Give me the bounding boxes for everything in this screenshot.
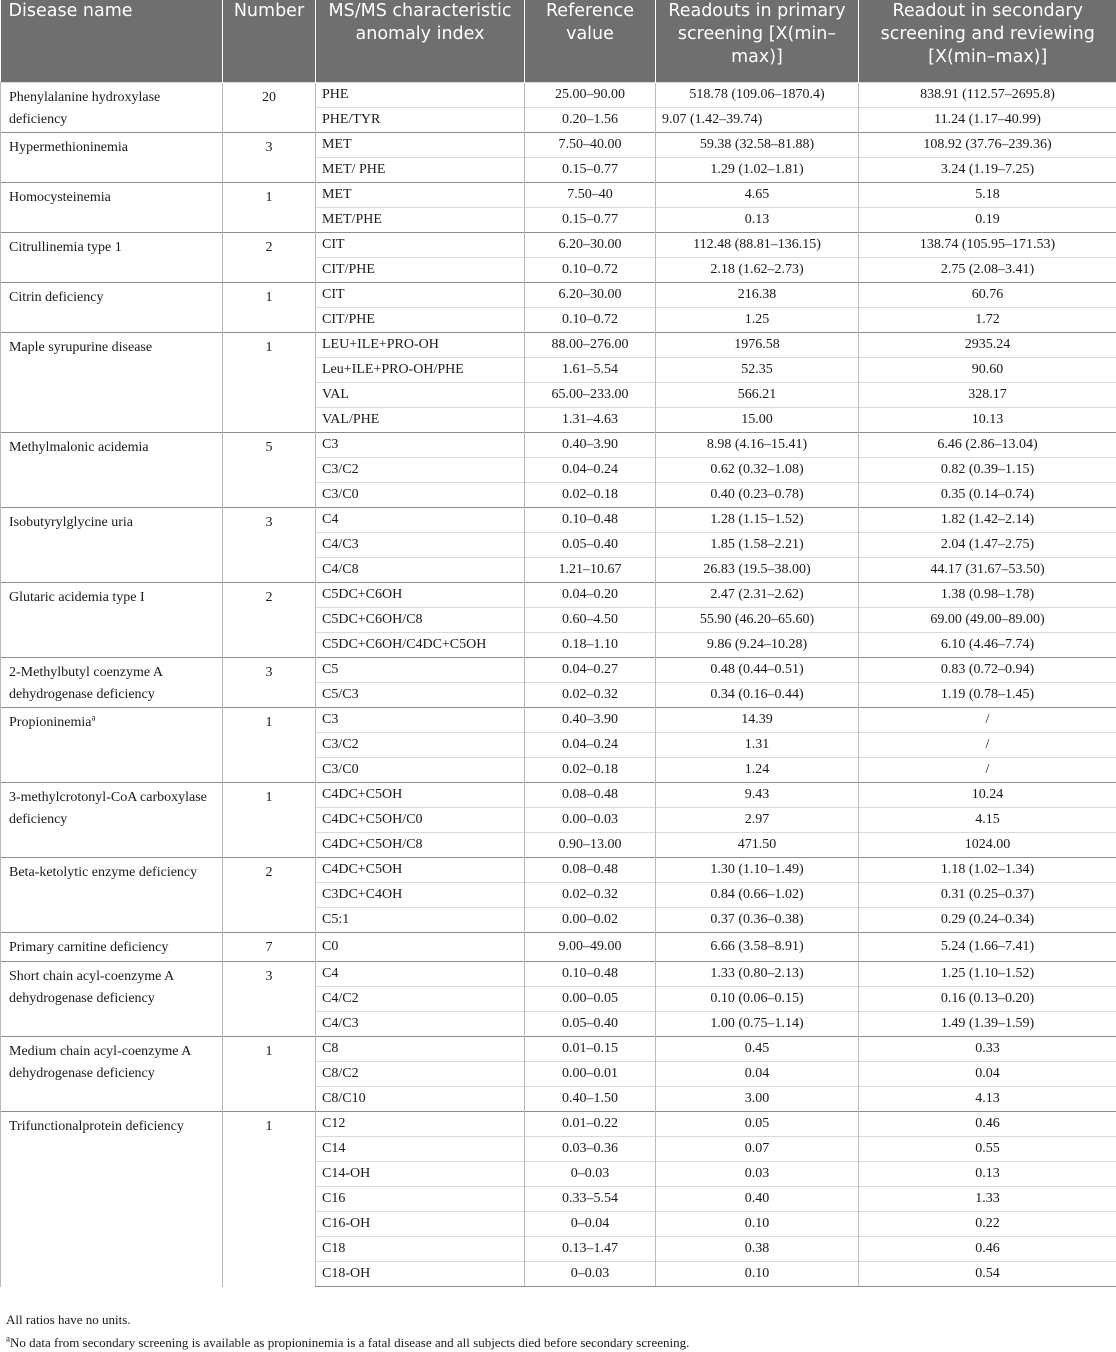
reference-value: 0.33–5.54 xyxy=(525,1187,656,1212)
anomaly-index: C8 xyxy=(316,1037,525,1062)
primary-readout: 8.98 (4.16–15.41) xyxy=(656,433,859,458)
header-secondary-screening: Readout in secondary screening and reviewing [X(min–max)] xyxy=(859,0,1116,83)
disease-name: Hypermethioninemia xyxy=(9,140,128,155)
secondary-readout: 44.17 (31.67–53.50) xyxy=(859,558,1116,583)
reference-value: 0.10–0.72 xyxy=(525,308,656,333)
primary-readout: 55.90 (46.20–65.60) xyxy=(656,608,859,633)
reference-value: 0–0.04 xyxy=(525,1212,656,1237)
disease-name: Beta-ketolytic enzyme deficiency xyxy=(9,865,197,880)
secondary-readout: 1.18 (1.02–1.34) xyxy=(859,858,1116,883)
anomaly-index: C5/C3 xyxy=(316,683,525,708)
reference-value: 0.10–0.48 xyxy=(525,962,656,987)
footnote-propioninemia xyxy=(6,1334,1116,1352)
secondary-readout: 0.22 xyxy=(859,1212,1116,1237)
disease-name-cell xyxy=(1,783,223,858)
reference-value: 88.00–276.00 xyxy=(525,333,656,358)
secondary-readout: 108.92 (37.76–239.36) xyxy=(859,133,1116,158)
anomaly-index: C8/C10 xyxy=(316,1087,525,1112)
anomaly-index: C8/C2 xyxy=(316,1062,525,1087)
reference-value: 65.00–233.00 xyxy=(525,383,656,408)
reference-value: 0.00–0.03 xyxy=(525,808,656,833)
disease-name-cell xyxy=(1,583,223,658)
primary-readout: 0.10 xyxy=(656,1212,859,1237)
secondary-readout: 0.04 xyxy=(859,1062,1116,1087)
primary-readout: 0.62 (0.32–1.08) xyxy=(656,458,859,483)
anomaly-index: C5:1 xyxy=(316,908,525,933)
footnote-text: No data from secondary screening is available as propioninemia is a fatal disease and all subjects died before secondary screening. xyxy=(10,1335,689,1350)
disease-name: Homocysteinemia xyxy=(9,190,111,205)
anomaly-index: C4 xyxy=(316,962,525,987)
disease-name-cell xyxy=(1,133,223,183)
case-number: 2 xyxy=(223,583,316,658)
primary-readout: 9.86 (9.24–10.28) xyxy=(656,633,859,658)
secondary-readout: 60.76 xyxy=(859,283,1116,308)
anomaly-index: C3/C0 xyxy=(316,758,525,783)
reference-value: 0.02–0.32 xyxy=(525,683,656,708)
anomaly-index: C5DC+C6OH xyxy=(316,583,525,608)
primary-readout: 9.43 xyxy=(656,783,859,808)
header-row xyxy=(1,0,1116,83)
reference-value: 0.00–0.02 xyxy=(525,908,656,933)
case-number: 7 xyxy=(223,933,316,962)
table-row xyxy=(1,1112,1116,1137)
primary-readout: 2.47 (2.31–2.62) xyxy=(656,583,859,608)
disease-name: 2-Methylbutyl coenzyme A dehydrogenase deficiency xyxy=(9,665,162,702)
secondary-readout: 0.31 (0.25–0.37) xyxy=(859,883,1116,908)
anomaly-index: C5DC+C6OH/C8 xyxy=(316,608,525,633)
anomaly-index: C4DC+C5OH/C8 xyxy=(316,833,525,858)
reference-value: 0.00–0.01 xyxy=(525,1062,656,1087)
anomaly-index: C4DC+C5OH/C0 xyxy=(316,808,525,833)
reference-value: 6.20–30.00 xyxy=(525,283,656,308)
reference-value: 0.01–0.22 xyxy=(525,1112,656,1137)
case-number: 5 xyxy=(223,433,316,508)
primary-readout: 1.30 (1.10–1.49) xyxy=(656,858,859,883)
secondary-readout: 1.49 (1.39–1.59) xyxy=(859,1012,1116,1037)
anomaly-index: C14-OH xyxy=(316,1162,525,1187)
primary-readout: 0.13 xyxy=(656,208,859,233)
reference-value: 0.08–0.48 xyxy=(525,858,656,883)
reference-value: 0.02–0.18 xyxy=(525,483,656,508)
case-number: 3 xyxy=(223,658,316,708)
anomaly-index: C4 xyxy=(316,508,525,533)
primary-readout: 566.21 xyxy=(656,383,859,408)
reference-value: 0.10–0.72 xyxy=(525,258,656,283)
anomaly-index: MET/ PHE xyxy=(316,158,525,183)
anomaly-index: C18 xyxy=(316,1237,525,1262)
anomaly-index: C3 xyxy=(316,433,525,458)
primary-readout: 1.31 xyxy=(656,733,859,758)
reference-value: 0.60–4.50 xyxy=(525,608,656,633)
secondary-readout: 0.54 xyxy=(859,1262,1116,1287)
primary-readout: 1.29 (1.02–1.81) xyxy=(656,158,859,183)
table-body xyxy=(1,83,1116,1287)
case-number: 3 xyxy=(223,962,316,1037)
table-row xyxy=(1,708,1116,733)
primary-readout: 6.66 (3.58–8.91) xyxy=(656,933,859,962)
secondary-readout: 90.60 xyxy=(859,358,1116,383)
primary-readout: 0.34 (0.16–0.44) xyxy=(656,683,859,708)
disease-name: Glutaric acidemia type I xyxy=(9,590,145,605)
reference-value: 0.00–0.05 xyxy=(525,987,656,1012)
primary-readout: 0.45 xyxy=(656,1037,859,1062)
table-row xyxy=(1,133,1116,158)
secondary-readout: 1.38 (0.98–1.78) xyxy=(859,583,1116,608)
primary-readout: 0.05 xyxy=(656,1112,859,1137)
table-row xyxy=(1,933,1116,962)
anomaly-index: C12 xyxy=(316,1112,525,1137)
primary-readout: 216.38 xyxy=(656,283,859,308)
footnote-units: All ratios have no units. xyxy=(6,1311,1116,1329)
disease-name: Trifunctionalprotein deficiency xyxy=(9,1119,184,1134)
primary-readout: 3.00 xyxy=(656,1087,859,1112)
reference-value: 0.40–3.90 xyxy=(525,433,656,458)
anomaly-index: CIT xyxy=(316,283,525,308)
case-number: 3 xyxy=(223,508,316,583)
reference-value: 0.15–0.77 xyxy=(525,158,656,183)
disease-name-cell xyxy=(1,933,223,962)
reference-value: 0.40–1.50 xyxy=(525,1087,656,1112)
header-reference-value: Reference value xyxy=(525,0,656,83)
primary-readout: 59.38 (32.58–81.88) xyxy=(656,133,859,158)
secondary-readout: 0.29 (0.24–0.34) xyxy=(859,908,1116,933)
anomaly-index: C4DC+C5OH xyxy=(316,858,525,883)
secondary-readout: 10.13 xyxy=(859,408,1116,433)
header-primary-screening: Readouts in primary screening [X(min–max)] xyxy=(656,0,859,83)
primary-readout: 0.04 xyxy=(656,1062,859,1087)
disease-name: Maple syrupurine disease xyxy=(9,340,152,355)
case-number: 1 xyxy=(223,283,316,333)
primary-readout: 0.07 xyxy=(656,1137,859,1162)
table-row xyxy=(1,83,1116,108)
primary-readout: 0.48 (0.44–0.51) xyxy=(656,658,859,683)
primary-readout: 518.78 (109.06–1870.4) xyxy=(656,83,859,108)
case-number: 1 xyxy=(223,708,316,783)
reference-value: 0.04–0.24 xyxy=(525,458,656,483)
table-row xyxy=(1,783,1116,808)
table-row xyxy=(1,508,1116,533)
primary-readout: 1.00 (0.75–1.14) xyxy=(656,1012,859,1037)
disease-name-cell xyxy=(1,233,223,283)
disease-name: Methylmalonic acidemia xyxy=(9,440,149,455)
reference-value: 0.04–0.24 xyxy=(525,733,656,758)
footnotes xyxy=(0,1311,1116,1352)
table-row xyxy=(1,283,1116,308)
secondary-readout: 0.35 (0.14–0.74) xyxy=(859,483,1116,508)
reference-value: 0.02–0.32 xyxy=(525,883,656,908)
anomaly-index: C4/C8 xyxy=(316,558,525,583)
reference-value: 1.21–10.67 xyxy=(525,558,656,583)
reference-value: 0.01–0.15 xyxy=(525,1037,656,1062)
table-row xyxy=(1,1037,1116,1062)
reference-value: 0.08–0.48 xyxy=(525,783,656,808)
secondary-readout: 0.55 xyxy=(859,1137,1116,1162)
secondary-readout: 0.19 xyxy=(859,208,1116,233)
anomaly-index: VAL/PHE xyxy=(316,408,525,433)
secondary-readout: 69.00 (49.00–89.00) xyxy=(859,608,1116,633)
reference-value: 0.03–0.36 xyxy=(525,1137,656,1162)
disease-name-cell xyxy=(1,1037,223,1112)
anomaly-index: CIT xyxy=(316,233,525,258)
reference-value: 0.02–0.18 xyxy=(525,758,656,783)
primary-readout: 1.85 (1.58–2.21) xyxy=(656,533,859,558)
secondary-readout: / xyxy=(859,733,1116,758)
disease-name-cell xyxy=(1,962,223,1037)
case-number: 2 xyxy=(223,233,316,283)
primary-readout: 0.40 xyxy=(656,1187,859,1212)
case-number: 1 xyxy=(223,783,316,858)
secondary-readout: 5.24 (1.66–7.41) xyxy=(859,933,1116,962)
disease-name: Propioninemia xyxy=(9,715,91,730)
reference-value: 1.61–5.54 xyxy=(525,358,656,383)
anomaly-index: C5DC+C6OH/C4DC+C5OH xyxy=(316,633,525,658)
case-number: 20 xyxy=(223,83,316,133)
secondary-readout: / xyxy=(859,708,1116,733)
secondary-readout: 4.15 xyxy=(859,808,1116,833)
secondary-readout: 1024.00 xyxy=(859,833,1116,858)
primary-readout: 52.35 xyxy=(656,358,859,383)
disease-name-cell xyxy=(1,283,223,333)
anomaly-index: PHE xyxy=(316,83,525,108)
secondary-readout: 138.74 (105.95–171.53) xyxy=(859,233,1116,258)
primary-readout: 471.50 xyxy=(656,833,859,858)
header-number: Number xyxy=(223,0,316,83)
secondary-readout: 838.91 (112.57–2695.8) xyxy=(859,83,1116,108)
table-row xyxy=(1,433,1116,458)
secondary-readout: 11.24 (1.17–40.99) xyxy=(859,108,1116,133)
reference-value: 0.20–1.56 xyxy=(525,108,656,133)
anomaly-index: CIT/PHE xyxy=(316,308,525,333)
disease-name: Primary carnitine deficiency xyxy=(9,940,168,955)
secondary-readout: 2.04 (1.47–2.75) xyxy=(859,533,1116,558)
anomaly-index: MET xyxy=(316,183,525,208)
disease-name-cell xyxy=(1,1112,223,1287)
disease-name-cell xyxy=(1,658,223,708)
anomaly-index: C0 xyxy=(316,933,525,962)
secondary-readout: 2935.24 xyxy=(859,333,1116,358)
disease-name: Short chain acyl-coenzyme A dehydrogenase deficiency xyxy=(9,969,173,1006)
anomaly-index: LEU+ILE+PRO-OH xyxy=(316,333,525,358)
secondary-readout: 0.16 (0.13–0.20) xyxy=(859,987,1116,1012)
primary-readout: 0.37 (0.36–0.38) xyxy=(656,908,859,933)
anomaly-index: C16 xyxy=(316,1187,525,1212)
anomaly-index: MET xyxy=(316,133,525,158)
table-row xyxy=(1,658,1116,683)
primary-readout: 112.48 (88.81–136.15) xyxy=(656,233,859,258)
secondary-readout: 0.83 (0.72–0.94) xyxy=(859,658,1116,683)
anomaly-index: VAL xyxy=(316,383,525,408)
secondary-readout: / xyxy=(859,758,1116,783)
disease-name-cell xyxy=(1,333,223,433)
case-number: 1 xyxy=(223,183,316,233)
anomaly-index: C3/C0 xyxy=(316,483,525,508)
disease-name: Medium chain acyl-coenzyme A dehydrogenase deficiency xyxy=(9,1044,191,1081)
reference-value: 0–0.03 xyxy=(525,1262,656,1287)
table-row xyxy=(1,583,1116,608)
primary-readout: 0.10 xyxy=(656,1262,859,1287)
secondary-readout: 0.46 xyxy=(859,1112,1116,1137)
anomaly-index: C4/C3 xyxy=(316,1012,525,1037)
primary-readout: 15.00 xyxy=(656,408,859,433)
reference-value: 0.04–0.27 xyxy=(525,658,656,683)
table-row xyxy=(1,333,1116,358)
disease-name: Citrin deficiency xyxy=(9,290,103,305)
primary-readout: 2.97 xyxy=(656,808,859,833)
table-row xyxy=(1,233,1116,258)
anomaly-index: C3 xyxy=(316,708,525,733)
secondary-readout: 10.24 xyxy=(859,783,1116,808)
secondary-readout: 0.13 xyxy=(859,1162,1116,1187)
case-number: 1 xyxy=(223,1112,316,1287)
primary-readout: 1.28 (1.15–1.52) xyxy=(656,508,859,533)
secondary-readout: 0.82 (0.39–1.15) xyxy=(859,458,1116,483)
primary-readout: 14.39 xyxy=(656,708,859,733)
reference-value: 0–0.03 xyxy=(525,1162,656,1187)
anomaly-index: C3/C2 xyxy=(316,733,525,758)
secondary-readout: 3.24 (1.19–7.25) xyxy=(859,158,1116,183)
primary-readout: 0.40 (0.23–0.78) xyxy=(656,483,859,508)
reference-value: 0.05–0.40 xyxy=(525,1012,656,1037)
secondary-readout: 1.25 (1.10–1.52) xyxy=(859,962,1116,987)
reference-value: 0.04–0.20 xyxy=(525,583,656,608)
secondary-readout: 5.18 xyxy=(859,183,1116,208)
reference-value: 0.15–0.77 xyxy=(525,208,656,233)
secondary-readout: 1.19 (0.78–1.45) xyxy=(859,683,1116,708)
header-anomaly-index: MS/MS characteristic anomaly index xyxy=(316,0,525,83)
case-number: 1 xyxy=(223,333,316,433)
reference-value: 25.00–90.00 xyxy=(525,83,656,108)
disease-name-cell xyxy=(1,183,223,233)
reference-value: 0.90–13.00 xyxy=(525,833,656,858)
secondary-readout: 1.72 xyxy=(859,308,1116,333)
reference-value: 7.50–40 xyxy=(525,183,656,208)
disease-name: 3-methylcrotonyl-CoA carboxylase deficiency xyxy=(9,790,207,827)
disease-name: Phenylalanine hydroxylase deficiency xyxy=(9,90,160,127)
reference-value: 0.40–3.90 xyxy=(525,708,656,733)
anomaly-index: C3DC+C4OH xyxy=(316,883,525,908)
primary-readout: 2.18 (1.62–2.73) xyxy=(656,258,859,283)
reference-value: 0.18–1.10 xyxy=(525,633,656,658)
disease-name-cell xyxy=(1,508,223,583)
anomaly-index: CIT/PHE xyxy=(316,258,525,283)
disease-name: Citrullinemia type 1 xyxy=(9,240,122,255)
reference-value: 0.13–1.47 xyxy=(525,1237,656,1262)
secondary-readout: 0.46 xyxy=(859,1237,1116,1262)
anomaly-index: PHE/TYR xyxy=(316,108,525,133)
reference-value: 0.10–0.48 xyxy=(525,508,656,533)
table-row xyxy=(1,858,1116,883)
primary-readout: 0.38 xyxy=(656,1237,859,1262)
secondary-readout: 6.46 (2.86–13.04) xyxy=(859,433,1116,458)
primary-readout: 9.07 (1.42–39.74) xyxy=(656,108,859,133)
case-number: 2 xyxy=(223,858,316,933)
anomaly-index: C14 xyxy=(316,1137,525,1162)
anomaly-index: C16-OH xyxy=(316,1212,525,1237)
disease-name: Isobutyrylglycine uria xyxy=(9,515,133,530)
anomaly-index: C4/C2 xyxy=(316,987,525,1012)
primary-readout: 1.24 xyxy=(656,758,859,783)
primary-readout: 0.03 xyxy=(656,1162,859,1187)
table-row xyxy=(1,183,1116,208)
header-disease-name: Disease name xyxy=(1,0,223,83)
secondary-readout: 328.17 xyxy=(859,383,1116,408)
reference-value: 9.00–49.00 xyxy=(525,933,656,962)
anomaly-index: C3/C2 xyxy=(316,458,525,483)
secondary-readout: 0.33 xyxy=(859,1037,1116,1062)
footnote-marker: a xyxy=(91,712,95,722)
primary-readout: 0.84 (0.66–1.02) xyxy=(656,883,859,908)
case-number: 1 xyxy=(223,1037,316,1112)
disease-name-cell xyxy=(1,858,223,933)
case-number: 3 xyxy=(223,133,316,183)
primary-readout: 4.65 xyxy=(656,183,859,208)
table-row xyxy=(1,962,1116,987)
anomaly-index: Leu+ILE+PRO-OH/PHE xyxy=(316,358,525,383)
primary-readout: 1.25 xyxy=(656,308,859,333)
footnote-marker: a xyxy=(6,1334,10,1344)
disease-name-cell xyxy=(1,433,223,508)
primary-readout: 0.10 (0.06–0.15) xyxy=(656,987,859,1012)
secondary-readout: 4.13 xyxy=(859,1087,1116,1112)
secondary-readout: 2.75 (2.08–3.41) xyxy=(859,258,1116,283)
secondary-readout: 1.82 (1.42–2.14) xyxy=(859,508,1116,533)
anomaly-index: C18-OH xyxy=(316,1262,525,1287)
reference-value: 7.50–40.00 xyxy=(525,133,656,158)
primary-readout: 1.33 (0.80–2.13) xyxy=(656,962,859,987)
primary-readout: 1976.58 xyxy=(656,333,859,358)
reference-value: 1.31–4.63 xyxy=(525,408,656,433)
reference-value: 0.05–0.40 xyxy=(525,533,656,558)
reference-value: 6.20–30.00 xyxy=(525,233,656,258)
anomaly-index: C4DC+C5OH xyxy=(316,783,525,808)
anomaly-index: C5 xyxy=(316,658,525,683)
anomaly-index: C4/C3 xyxy=(316,533,525,558)
primary-readout: 26.83 (19.5–38.00) xyxy=(656,558,859,583)
disease-name-cell xyxy=(1,83,223,133)
anomaly-index: MET/PHE xyxy=(316,208,525,233)
disease-name-cell xyxy=(1,708,223,783)
secondary-readout: 1.33 xyxy=(859,1187,1116,1212)
secondary-readout: 6.10 (4.46–7.74) xyxy=(859,633,1116,658)
